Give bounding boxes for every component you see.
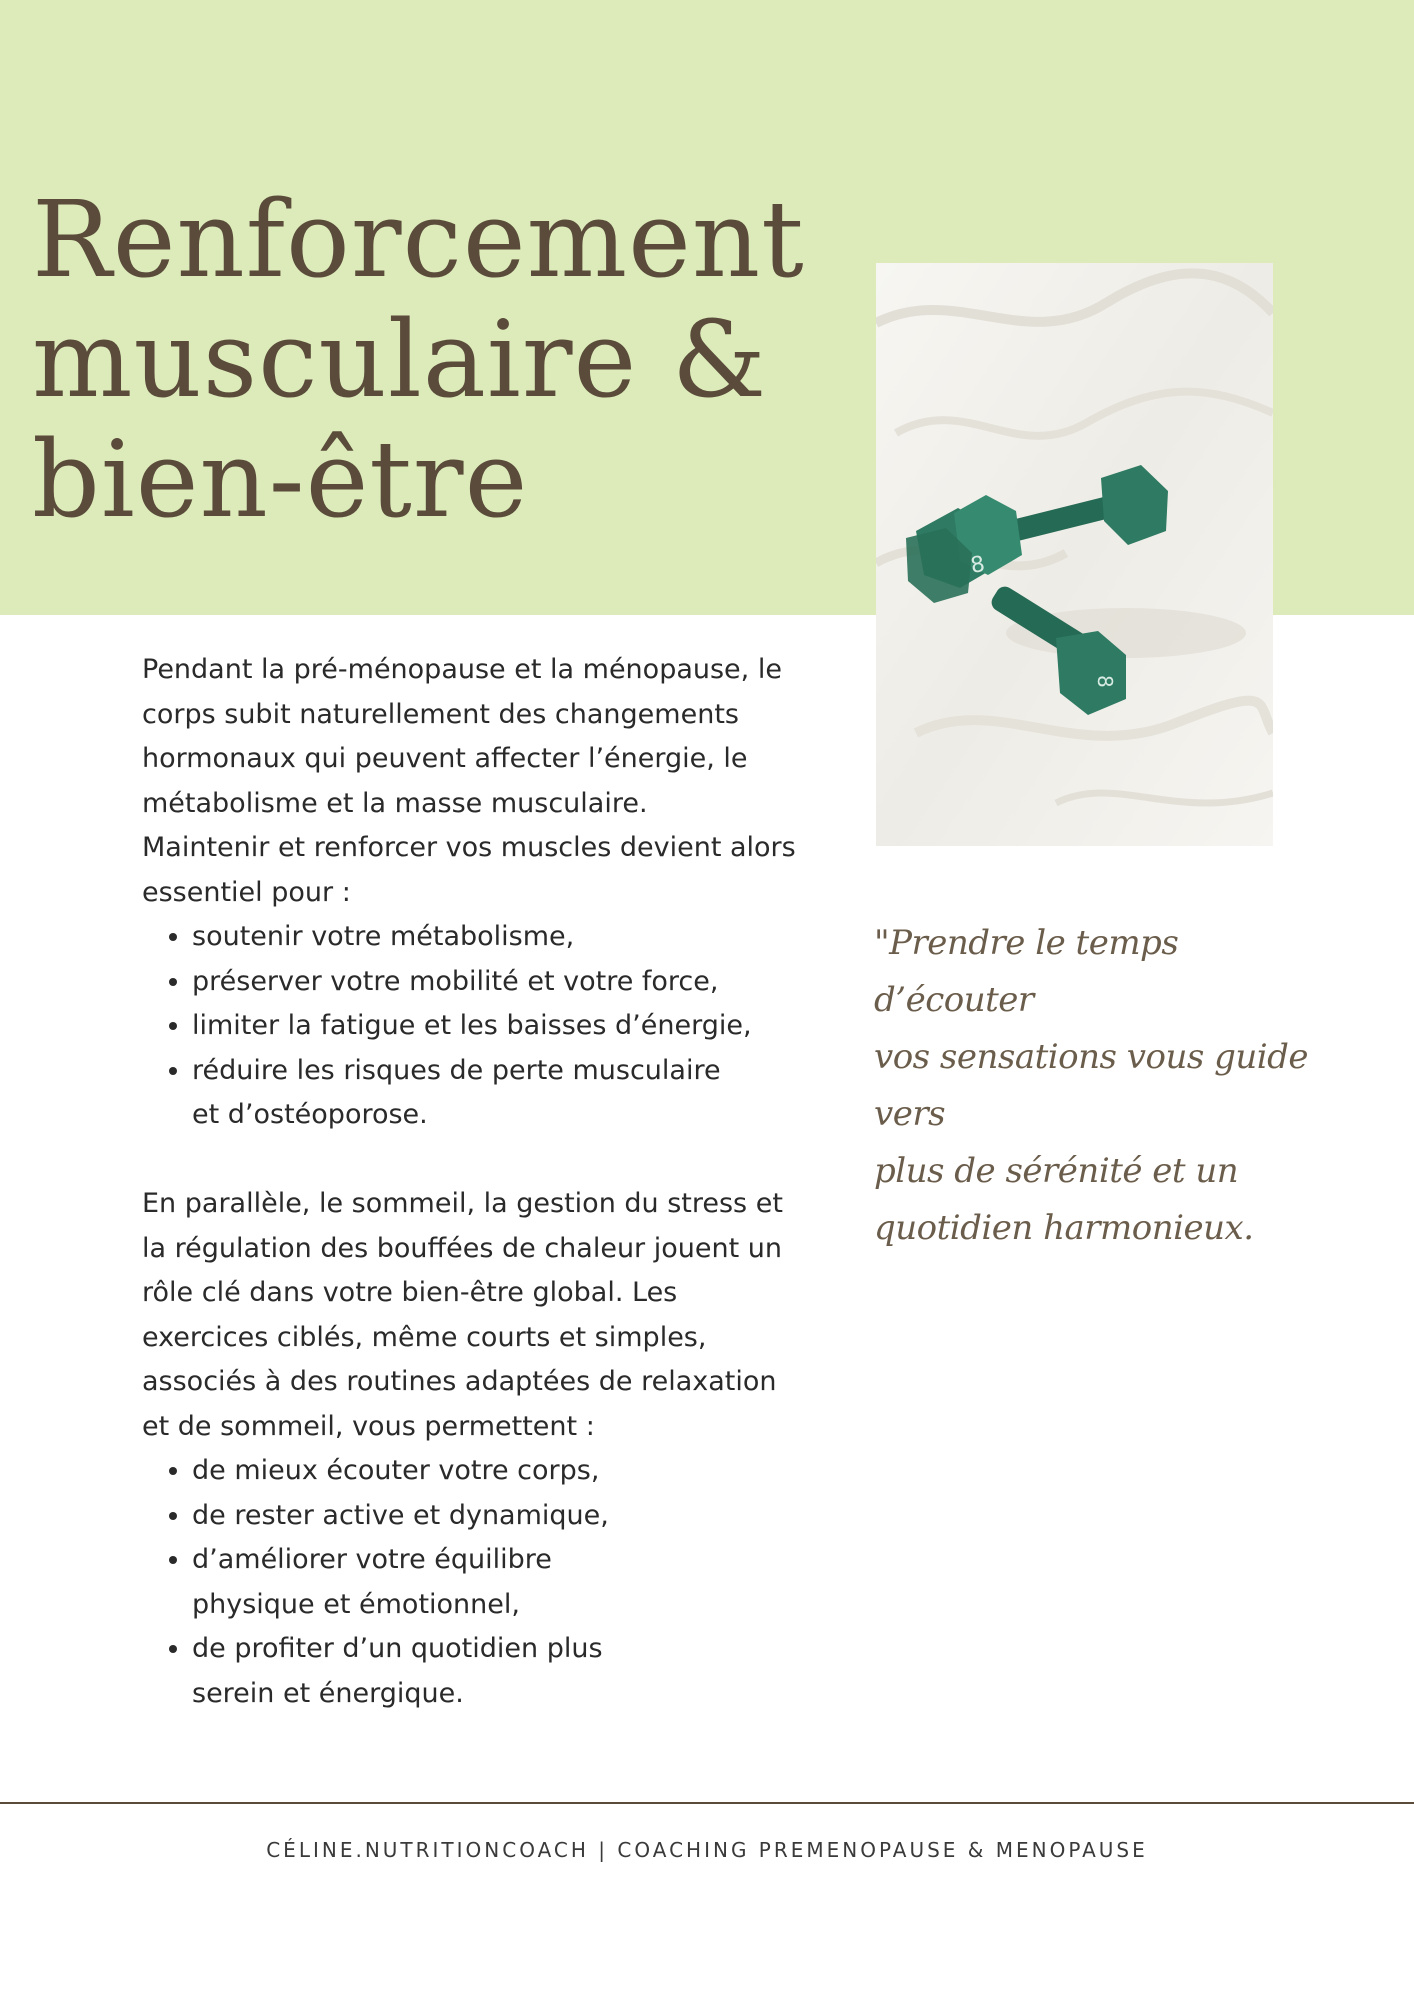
list-item: • soutenir votre métabolisme, <box>192 915 822 960</box>
second-line: exercices ciblés, même courts et simples, <box>142 1321 707 1353</box>
quote-line: plus de sérénité et un <box>874 1151 1239 1191</box>
body-text <box>142 648 822 1716</box>
quote-line: "Prendre le temps d’écouter <box>874 923 1179 1020</box>
pull-quote <box>874 915 1334 1257</box>
quote-line: quotidien harmonieux. <box>874 1208 1254 1248</box>
list-item: • réduire les risques de perte musculaire et d’ostéoporose. <box>192 1049 822 1138</box>
second-line: rôle clé dans votre bien-être global. Les <box>142 1277 678 1308</box>
list-item: • de rester active et dynamique, <box>192 1494 822 1539</box>
list-item: • de mieux écouter votre corps, <box>192 1449 822 1494</box>
intro-line: métabolisme et la masse musculaire. <box>142 787 648 819</box>
intro-line: Maintenir et renforcer vos muscles devient alors <box>142 832 796 863</box>
dumbbells-photo-icon <box>876 263 1273 846</box>
intro-line: essentiel pour : <box>142 876 351 908</box>
list-item: • préserver votre mobilité et votre force, <box>192 960 822 1005</box>
list-item: • de profiter d’un quotidien plus serein et énergique. <box>192 1627 822 1716</box>
page-title <box>32 180 805 540</box>
title-line-1: Renforcement <box>32 178 805 301</box>
footer-divider <box>0 1802 1414 1804</box>
dumbbells-photo <box>876 263 1273 846</box>
svg-text:8: 8 <box>1093 675 1117 688</box>
list-item: • d’améliorer votre équilibre physique et émotionnel, <box>192 1538 822 1627</box>
benefits-list <box>142 915 822 1138</box>
svg-text:8: 8 <box>968 551 987 579</box>
second-line: associés à des routines adaptées de relaxation <box>142 1366 777 1397</box>
second-line: En parallèle, le sommeil, la gestion du stress et <box>142 1188 783 1219</box>
list-item: • limiter la fatigue et les baisses d’énergie, <box>192 1004 822 1049</box>
intro-line: corps subit naturellement des changements <box>142 698 739 730</box>
quote-line: vos sensations vous guide vers <box>874 1037 1309 1134</box>
paragraph-gap <box>142 1138 822 1183</box>
title-line-3: bien-être <box>32 418 529 541</box>
intro-line: hormonaux qui peuvent affecter l’énergie, le <box>142 743 748 774</box>
intro-line: Pendant la pré-ménopause et la ménopause, le <box>142 654 782 685</box>
second-line: la régulation des bouffées de chaleur jouent un <box>142 1232 782 1264</box>
second-line: et de sommeil, vous permettent : <box>142 1410 595 1442</box>
title-line-2: musculaire & <box>32 298 768 421</box>
wellbeing-list <box>142 1449 822 1716</box>
footer-text: CÉLINE.NUTRITIONCOACH | COACHING PREMENOPAUSE & MENOPAUSE <box>266 1838 1148 1862</box>
